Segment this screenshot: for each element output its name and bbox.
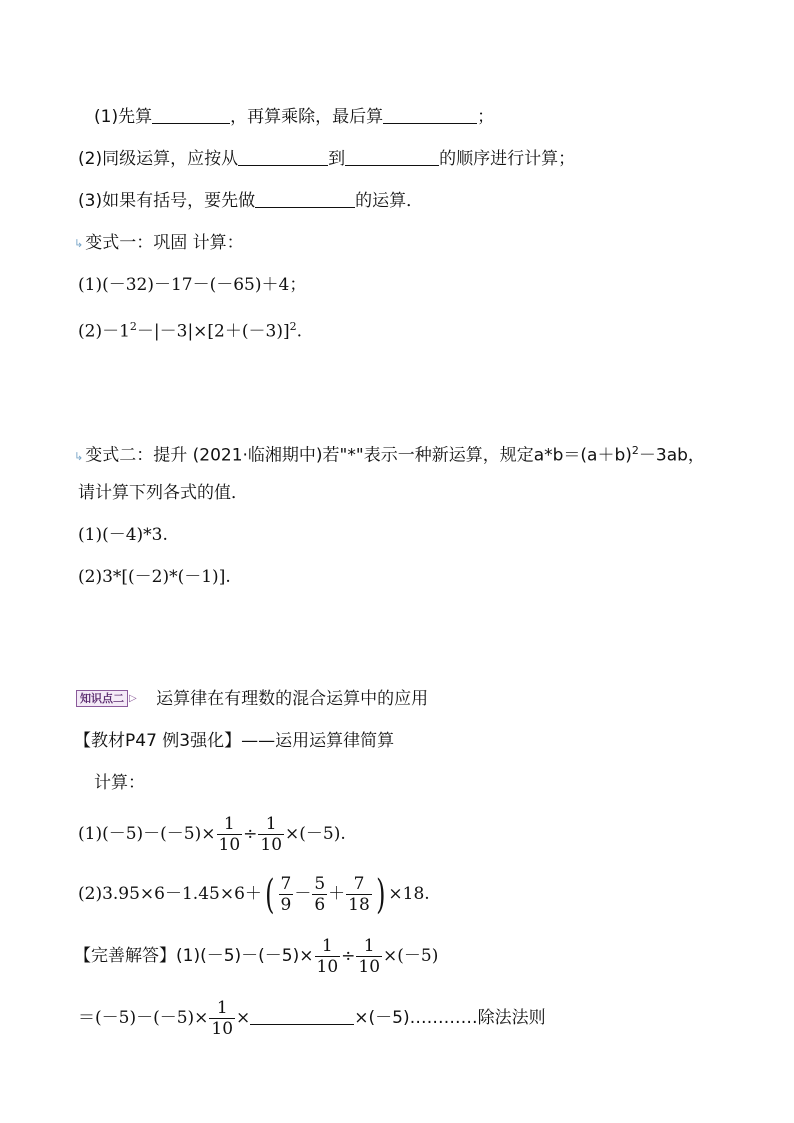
solution-step-post: ×(－5)…………除法法则 xyxy=(354,1008,546,1028)
divide-sign: ÷ xyxy=(341,946,356,966)
solution-step-pre: ＝(－5)－(－5)× xyxy=(78,1008,209,1028)
fraction-numerator: 1 xyxy=(363,936,375,956)
ex1-post: ×(－5). xyxy=(285,824,346,844)
fraction-denominator: 10 xyxy=(316,957,339,977)
minus-sign: － xyxy=(294,884,312,904)
q1-line2-text-b: 到 xyxy=(328,149,346,169)
variant1-problem1: (1)(－32)－17－(－65)＋4； xyxy=(78,275,307,295)
fraction xyxy=(312,874,327,915)
solution-line1 xyxy=(74,934,438,978)
textbook-ref: 【教材P47 例3强化】——运用运算律简算 xyxy=(74,731,395,751)
fraction-denominator: 6 xyxy=(314,895,326,915)
fraction xyxy=(217,814,243,855)
answer-blank-3[interactable] xyxy=(238,149,328,166)
variant2-label-end: －3ab， xyxy=(638,445,705,466)
kp2-arrow-icon: ▷ xyxy=(129,693,137,704)
q1-line1 xyxy=(94,106,494,128)
solution-head: 【完善解答】(1)(－5)－(－5)× xyxy=(74,946,314,966)
q1-line1-text-a: (1)先算 xyxy=(94,107,153,127)
q1-line3 xyxy=(78,190,423,212)
fraction-denominator: 9 xyxy=(280,895,292,915)
v1p2-post: . xyxy=(296,321,302,342)
fraction-numerator: 1 xyxy=(265,814,277,834)
variant-marker-icon: ↳ xyxy=(74,449,84,463)
answer-blank-6[interactable] xyxy=(250,1008,354,1025)
ex1-pre: (1)(－5)－(－5)× xyxy=(78,824,216,844)
variant1-problem2 xyxy=(78,316,302,343)
q1-line1-text-b: ，再算乘除，最后算 xyxy=(230,107,384,127)
variant1-heading xyxy=(74,232,244,255)
fraction-numerator: 1 xyxy=(321,936,333,956)
kp2-title: 运算律在有理数的混合运算中的应用 xyxy=(156,689,429,709)
v1p2-pre: (2)－1 xyxy=(78,321,130,342)
fraction-numerator: 7 xyxy=(353,874,365,894)
ex2-post: ×18. xyxy=(388,884,430,904)
answer-blank-2[interactable] xyxy=(383,107,477,124)
q1-line1-text-c: ； xyxy=(477,107,495,127)
q1-line2 xyxy=(78,148,575,170)
fraction-denominator: 10 xyxy=(260,835,283,855)
variant2-problem2: (2)3*[(－2)*(－1)]. xyxy=(78,567,231,587)
q1-line3-text-a: (3)如果有括号，要先做 xyxy=(78,191,256,211)
v1p2-mid: －|－3|×[2＋(－3)] xyxy=(136,321,290,342)
variant2-exp: 2 xyxy=(631,444,639,457)
q1-line2-text-c: 的顺序进行计算； xyxy=(439,149,576,169)
variant2-problem1: (1)(－4)*3. xyxy=(78,525,168,545)
kp2-heading xyxy=(76,688,428,710)
example-problem2 xyxy=(78,870,430,918)
solution-line2 xyxy=(78,996,546,1040)
fraction xyxy=(315,936,341,977)
fraction xyxy=(209,998,235,1039)
fraction xyxy=(279,874,294,915)
fraction-numerator: 5 xyxy=(314,874,326,894)
variant2-instruction: 请计算下列各式的值． xyxy=(78,483,248,503)
answer-blank-4[interactable] xyxy=(345,149,439,166)
answer-blank-1[interactable] xyxy=(152,107,230,124)
compute-label: 计算： xyxy=(94,773,145,793)
fraction-denominator: 18 xyxy=(348,895,370,915)
q1-line2-text-a: (2)同级运算，应按从 xyxy=(78,149,239,169)
v1p2-exp2: 2 xyxy=(289,320,297,333)
kp2-badge: 知识点二 xyxy=(76,690,128,707)
left-paren: ( xyxy=(265,871,275,918)
plus-sign: ＋ xyxy=(328,884,346,904)
solution-post: ×(－5) xyxy=(383,946,439,966)
divide-sign: ÷ xyxy=(243,824,258,844)
fraction xyxy=(258,814,284,855)
fraction xyxy=(346,874,372,915)
variant2-label: 变式二：提升 (2021·临湘期中)若"*"表示一种新运算，规定a*b＝(a＋b) xyxy=(85,445,632,466)
fraction-denominator: 10 xyxy=(358,957,381,977)
answer-blank-5[interactable] xyxy=(255,191,355,208)
fraction-numerator: 7 xyxy=(280,874,292,894)
example-problem1 xyxy=(78,812,346,856)
variant2-heading xyxy=(74,440,705,468)
fraction-denominator: 10 xyxy=(211,1019,234,1039)
fraction-denominator: 10 xyxy=(218,835,241,855)
variant-marker-icon: ↳ xyxy=(74,237,84,250)
variant1-label: 变式一：巩固 计算： xyxy=(85,233,244,253)
q1-line3-text-b: 的运算． xyxy=(355,191,424,211)
solution-step-mid: × xyxy=(236,1008,251,1028)
right-paren: ) xyxy=(375,871,386,918)
fraction-numerator: 1 xyxy=(216,998,228,1018)
fraction-numerator: 1 xyxy=(223,814,235,834)
ex2-pre: (2)3.95×6－1.45×6＋ xyxy=(78,884,262,904)
v1p2-exp1: 2 xyxy=(129,320,137,333)
fraction xyxy=(356,936,382,977)
